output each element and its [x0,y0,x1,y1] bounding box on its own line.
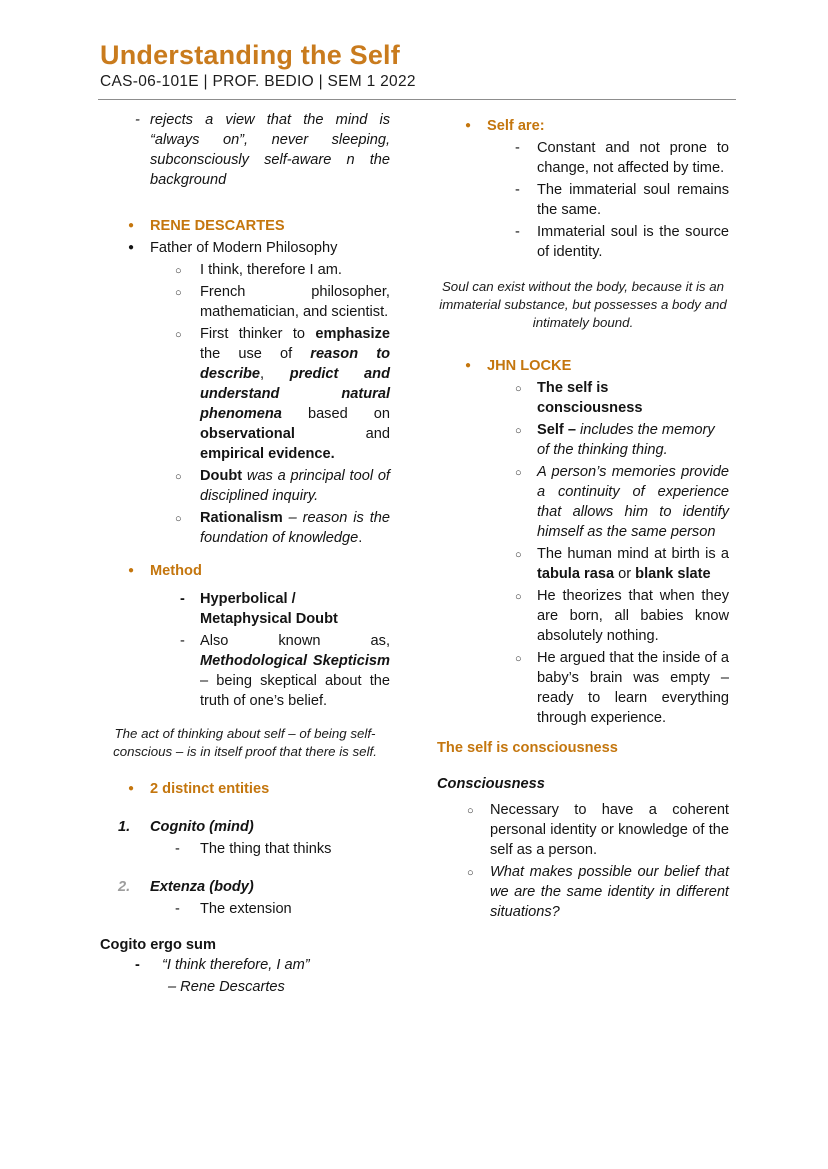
list-item-text: I think, therefore I am. [200,262,342,278]
list-item-father [100,238,390,258]
quote-text: “I think therefore, I am” [162,957,310,973]
list-item-text: What makes possible our belief that we are the same identity in different situations? [490,864,729,920]
section-heading-method [100,561,390,581]
circle-icon: ○ [467,805,474,817]
list-item-source-identity [437,222,729,262]
section-heading-self-are [437,116,729,136]
circle-icon: ○ [515,383,522,395]
bullet-icon: ● [128,220,135,231]
list-item-extension [100,899,390,919]
circle-icon: ○ [515,653,522,665]
list-item-french [100,282,390,322]
list-item-belief-question [437,862,729,922]
circle-icon: ○ [515,591,522,603]
list-item-text: French philosopher, mathematician, and scientist. [200,284,390,320]
list-item-constant [437,138,729,178]
list-item-also-known [100,631,390,711]
section-heading-text: JHN LOCKE [487,358,572,374]
section-heading-text: Self are: [487,118,545,134]
circle-icon: ○ [467,867,474,879]
dash-icon: - [175,901,180,917]
content-columns [0,100,828,997]
list-item-text: rejects a view that the mind is “always on”, never sleeping, subconsciously self-aware n the background [150,112,390,188]
list-item-doubt [100,466,390,506]
list-item-text: Also known as, Methodological Skepticism – being skeptical about the truth of one’s belief. [200,633,390,709]
list-item-text: Father of Modern Philosophy [150,240,338,256]
numbered-item-title: Extenza (body) [150,879,254,895]
note-self-proof: The act of thinking about self – of being self-conscious – is in itself proof that there is self. [113,726,377,759]
list-item-self-memory [437,420,729,460]
list-item-text: Constant and not prone to change, not affected by time. [537,140,729,176]
bullet-icon: ● [465,120,472,131]
dash-icon: - [515,224,520,240]
course-info: CAS-06-101E | PROF. BEDIO | SEM 1 2022 [100,73,416,90]
list-item-think [100,260,390,280]
list-item-rationalism [100,508,390,548]
list-item-immaterial-soul [437,180,729,220]
numbered-item-title: Cognito (mind) [150,819,254,835]
list-item-hyperbolical [100,589,390,629]
bullet-icon: ● [128,565,135,576]
note-soul: Soul can exist without the body, because it is an immaterial substance, but possesses a body and intimately bound. [439,279,727,330]
section-heading-entities [100,779,390,799]
bullet-icon: ● [465,360,472,371]
circle-icon: ○ [175,265,182,277]
section-heading-text: RENE DESCARTES [150,218,285,234]
page-title: Understanding the Self [100,40,400,70]
circle-icon: ○ [515,425,522,437]
list-item-text: The self is consciousness [537,380,643,416]
quote-attribution: – Rene Descartes [168,979,285,995]
list-item-text: The human mind at birth is a tabula rasa or blank slate [537,546,729,582]
heading-self-is-consciousness: The self is consciousness [437,740,618,756]
list-item-text: The extension [200,901,292,917]
circle-icon: ○ [515,549,522,561]
list-item-text: Doubt was a principal tool of disciplined inquiry. [200,468,390,504]
bullet-icon: ● [128,242,135,253]
circle-icon: ○ [175,329,182,341]
item-number: 1. [118,819,131,835]
dash-icon: - [515,182,520,198]
circle-icon: ○ [175,513,182,525]
heading-cogito-ergo-sum: Cogito ergo sum [100,937,216,953]
dash-icon: - [175,841,180,857]
circle-icon: ○ [175,287,182,299]
list-item-text: A person’s memories provide a continuity of experience that allows him to identify himself as the same person [537,464,729,540]
section-heading-text: 2 distinct entities [150,781,270,797]
list-item-rejects [100,110,390,190]
list-item-text: First thinker to emphasize the use of reason to describe, predict and understand natural phenomena based on observational and empirical evidence. [200,326,391,462]
dash-icon: - [515,140,520,156]
list-item-cogito-quote [100,955,390,975]
list-item-text: Necessary to have a coherent personal identity or knowledge of the self as a person. [490,802,729,858]
item-number: 2. [118,879,131,895]
circle-icon: ○ [175,471,182,483]
section-heading-rene-descartes [100,216,390,236]
list-item-tabula-rasa [437,544,729,584]
list-item-argued [437,648,729,728]
dash-icon: - [135,112,140,128]
list-item-text: Rationalism – reason is the foundation of knowledge. [200,510,390,546]
list-item-thinks [100,839,390,859]
left-column [100,110,390,997]
section-heading-locke [437,356,729,376]
heading-consciousness: Consciousness [437,776,545,792]
dash-icon: - [135,957,140,973]
numbered-item-extenza [100,877,390,897]
list-item-text: He argued that the inside of a baby’s brain was empty – ready to learn everything through experience. [537,650,729,726]
list-item-text: The thing that thinks [200,841,332,857]
list-item-self-consciousness [437,378,729,418]
list-item-memories [437,462,729,542]
bullet-icon: ● [128,783,135,794]
section-heading-text: Method [150,563,202,579]
list-item-theorizes [437,586,729,646]
circle-icon: ○ [515,467,522,479]
list-item-text: Immaterial soul is the source of identity. [537,224,729,260]
right-column [437,110,729,997]
page-header [0,40,828,91]
list-item-text: Hyperbolical / Metaphysical Doubt [200,591,338,627]
dash-icon: - [180,591,185,607]
numbered-item-cognito [100,817,390,837]
list-item-text: Self – includes the memory of the thinking thing. [537,422,715,458]
list-item-text: He theorizes that when they are born, all babies know absolutely nothing. [537,588,729,644]
list-item-first-thinker [100,324,390,464]
dash-icon: - [180,633,185,649]
list-item-necessary [437,800,729,860]
list-item-text: The immaterial soul remains the same. [537,182,729,218]
